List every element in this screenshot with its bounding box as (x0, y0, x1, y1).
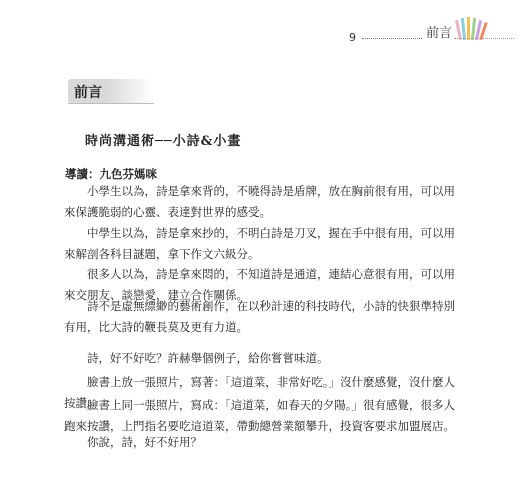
page-number: 9 (349, 31, 356, 44)
paragraph: 臉書上同一張照片，寫成：「這道菜，如春天的夕陽。」很有感覺，很多人跑來按讚，上門指名要吃這道菜，帶動總營業額攀升，投資客要求加盟展店。 (64, 398, 455, 433)
chapter-tab-underline (68, 103, 154, 104)
paragraph: 中學生以為，詩是拿來抄的，不明白詩是刀叉，握在手中很有用，可以用來解剖各科目謎題，拿下作文六級分。 (64, 226, 455, 261)
running-title: 前言 (426, 26, 453, 41)
paragraph: 臉書上放一張照片，寫著：「這道菜，非常好吃。」沒什麼感覺，沒什麼人按讚。 (64, 375, 455, 410)
paragraph: 詩不是虛無縹緲的藝術創作，在以秒計速的科技時代，小詩的快狠準特別有用，比大詩的鞭長莫及更有力道。 (64, 299, 455, 334)
chapter-tab (68, 79, 154, 103)
chapter-tab-label: 前言 (74, 85, 102, 101)
chapter-tab-fade (106, 79, 154, 103)
paragraph: 你說，詩，好不好用？ (87, 435, 202, 449)
paragraph: 詩，好不好吃？許赫舉個例子，給你嘗嘗味道。 (87, 351, 329, 365)
header-underline (454, 38, 514, 39)
page-header (0, 0, 520, 60)
intro-label: 導讀：九色芬媽咪 (65, 167, 157, 181)
colored-pencils-icon (453, 14, 489, 44)
paragraph: 很多人以為，詩是拿來悶的，不知道詩是通道，連結心意很有用，可以用來交朋友、談戀愛，建立合作關係。 (64, 267, 455, 302)
header-dotted-rule (362, 38, 422, 39)
paragraph: 小學生以為，詩是拿來背的，不曉得詩是盾牌，放在胸前很有用，可以用來保護脆弱的心靈、表達對世界的感受。 (64, 184, 455, 219)
section-title: 時尚溝通術──小詩&小畫 (85, 134, 242, 149)
